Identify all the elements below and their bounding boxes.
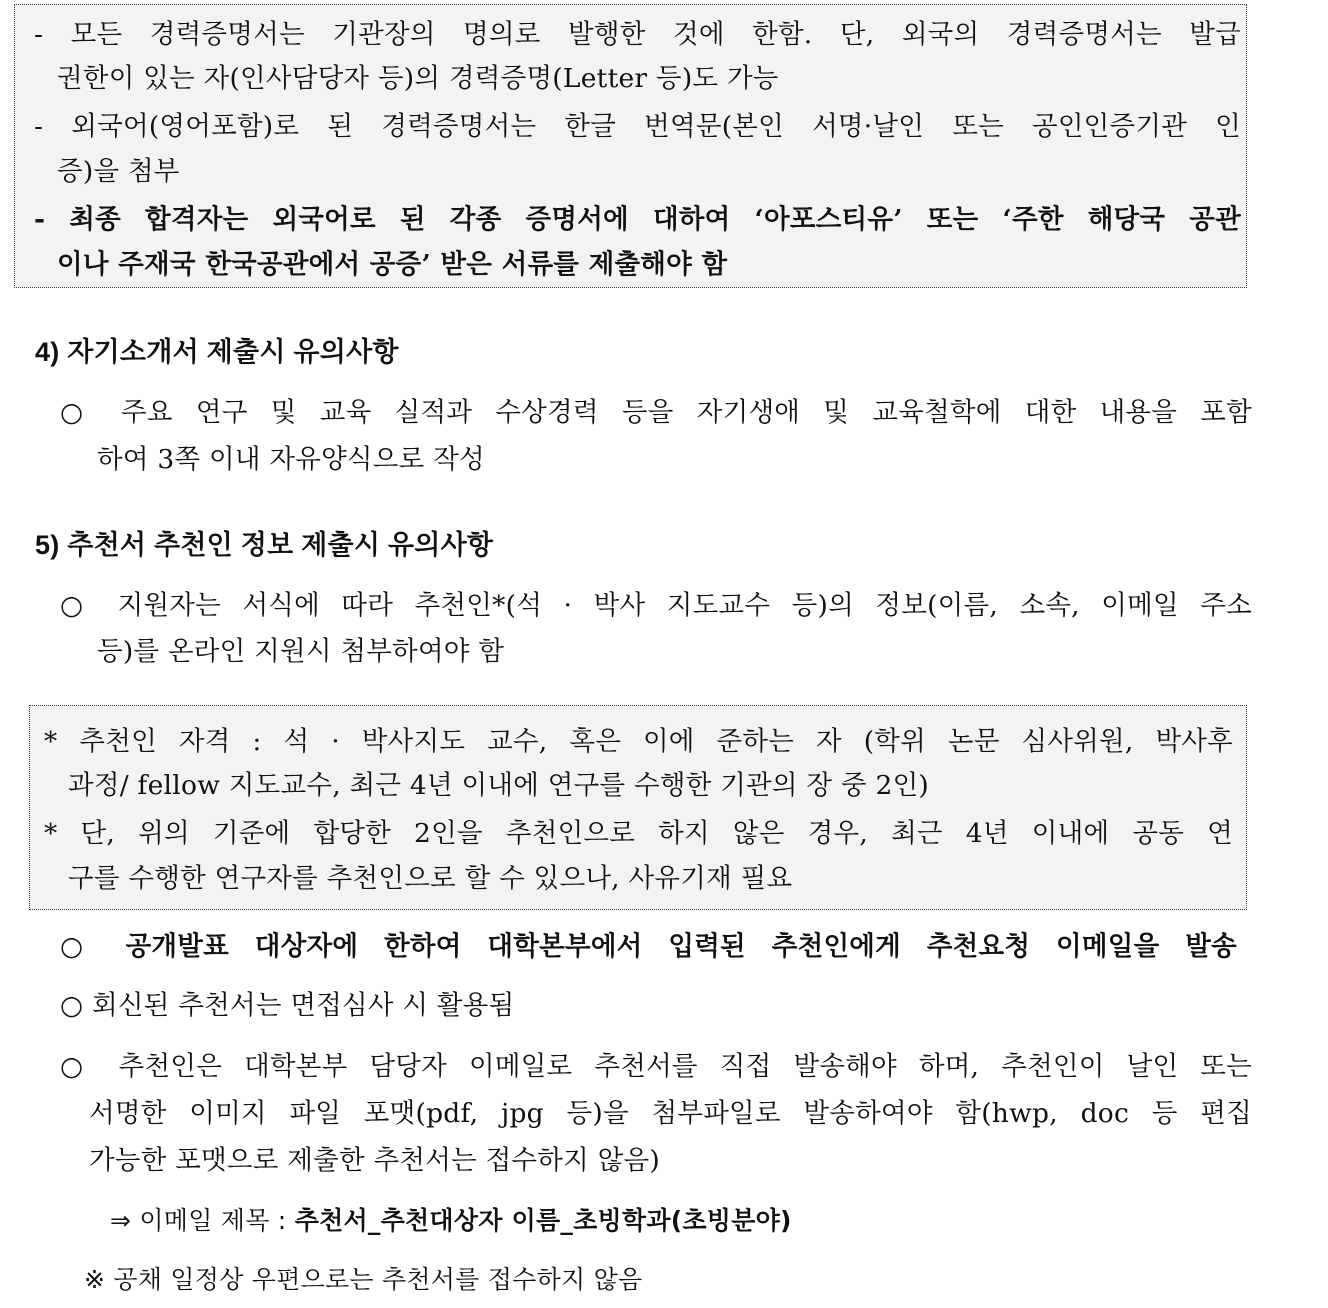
postal-notice: ※ 공채 일정상 우편으로는 추천서를 접수하지 않음 [84, 1265, 643, 1294]
bullet-direct-send-line-1: ○ 추천인은 대학본부 담당자 이메일로 추천서를 직접 발송해야 하며, 추천인이 날인 또는 [60, 1051, 1252, 1082]
notice-line-4: 증)을 첨부 [57, 156, 180, 187]
qualification-line-4: 구를 수행한 연구자를 추천인으로 할 수 있으나, 사유기재 필요 [68, 863, 793, 894]
section-4-bullet-line-1: ○ 주요 연구 및 교육 실적과 수상경력 등을 자기생애 및 교육철학에 대한 내용을 포함 [60, 397, 1252, 428]
section-5-bullet-line-1: ○ 지원자는 서식에 따라 추천인*(석 · 박사 지도교수 등)의 정보(이름, 소속, 이메일 주소 [60, 590, 1252, 621]
qualification-line-2: 과정/ fellow 지도교수, 최근 4년 이내에 연구를 수행한 기관의 장 중 2인) [68, 770, 930, 801]
section-4-bullet-line-2: 하여 3쪽 이내 자유양식으로 작성 [97, 444, 485, 475]
notice-line-5: - 최종 합격자는 외국어로 된 각종 증명서에 대하여 ‘아포스티유’ 또는 ‘주한 해당국 공관 [34, 204, 1241, 235]
notice-line-1: - 모든 경력증명서는 기관장의 명의로 발행한 것에 한함. 단, 외국의 경력증명서는 발급 [34, 19, 1241, 50]
bullet-direct-send-line-2: 서명한 이미지 파일 포맷(pdf, jpg 등)을 첨부파일로 발송하여야 함(hwp, doc 등 편집 [89, 1098, 1252, 1129]
bullet-interview-use: ○ 회신된 추천서는 면접심사 시 활용됨 [60, 990, 515, 1021]
section-5-heading: 5) 추천서 추천인 정보 제출시 유의사항 [35, 530, 494, 560]
bullet-direct-send-line-3: 가능한 포맷으로 제출한 추천서는 접수하지 않음) [89, 1145, 660, 1176]
notice-line-6: 이나 주재국 한국공관에서 공증’ 받은 서류를 제출해야 함 [57, 249, 728, 280]
notice-line-2: 권한이 있는 자(인사담당자 등)의 경력증명(Letter 등)도 가능 [57, 63, 779, 94]
email-subject-line [110, 1208, 792, 1233]
email-subject-value: 추천서_추천대상자 이름_초빙학과(초빙분야) [294, 1206, 792, 1235]
bullet-email-request: ○ 공개발표 대상자에 한하여 대학본부에서 입력된 추천인에게 추천요청 이메일을 발송 [60, 931, 1237, 962]
notice-line-3: - 외국어(영어포함)로 된 경력증명서는 한글 번역문(본인 서명·날인 또는 공인인증기관 인 [34, 111, 1241, 142]
section-4-heading: 4) 자기소개서 제출시 유의사항 [35, 337, 399, 367]
section-5-bullet-line-2: 등)를 온라인 지원시 첨부하여야 함 [97, 636, 505, 667]
email-subject-prefix: ⇒ 이메일 제목 : [110, 1206, 295, 1235]
qualification-line-1: * 추천인 자격 : 석 · 박사지도 교수, 혹은 이에 준하는 자 (학위 논문 심사위원, 박사후 [44, 726, 1233, 757]
qualification-line-3: * 단, 위의 기준에 합당한 2인을 추천인으로 하지 않은 경우, 최근 4년 이내에 공동 연 [44, 818, 1233, 849]
